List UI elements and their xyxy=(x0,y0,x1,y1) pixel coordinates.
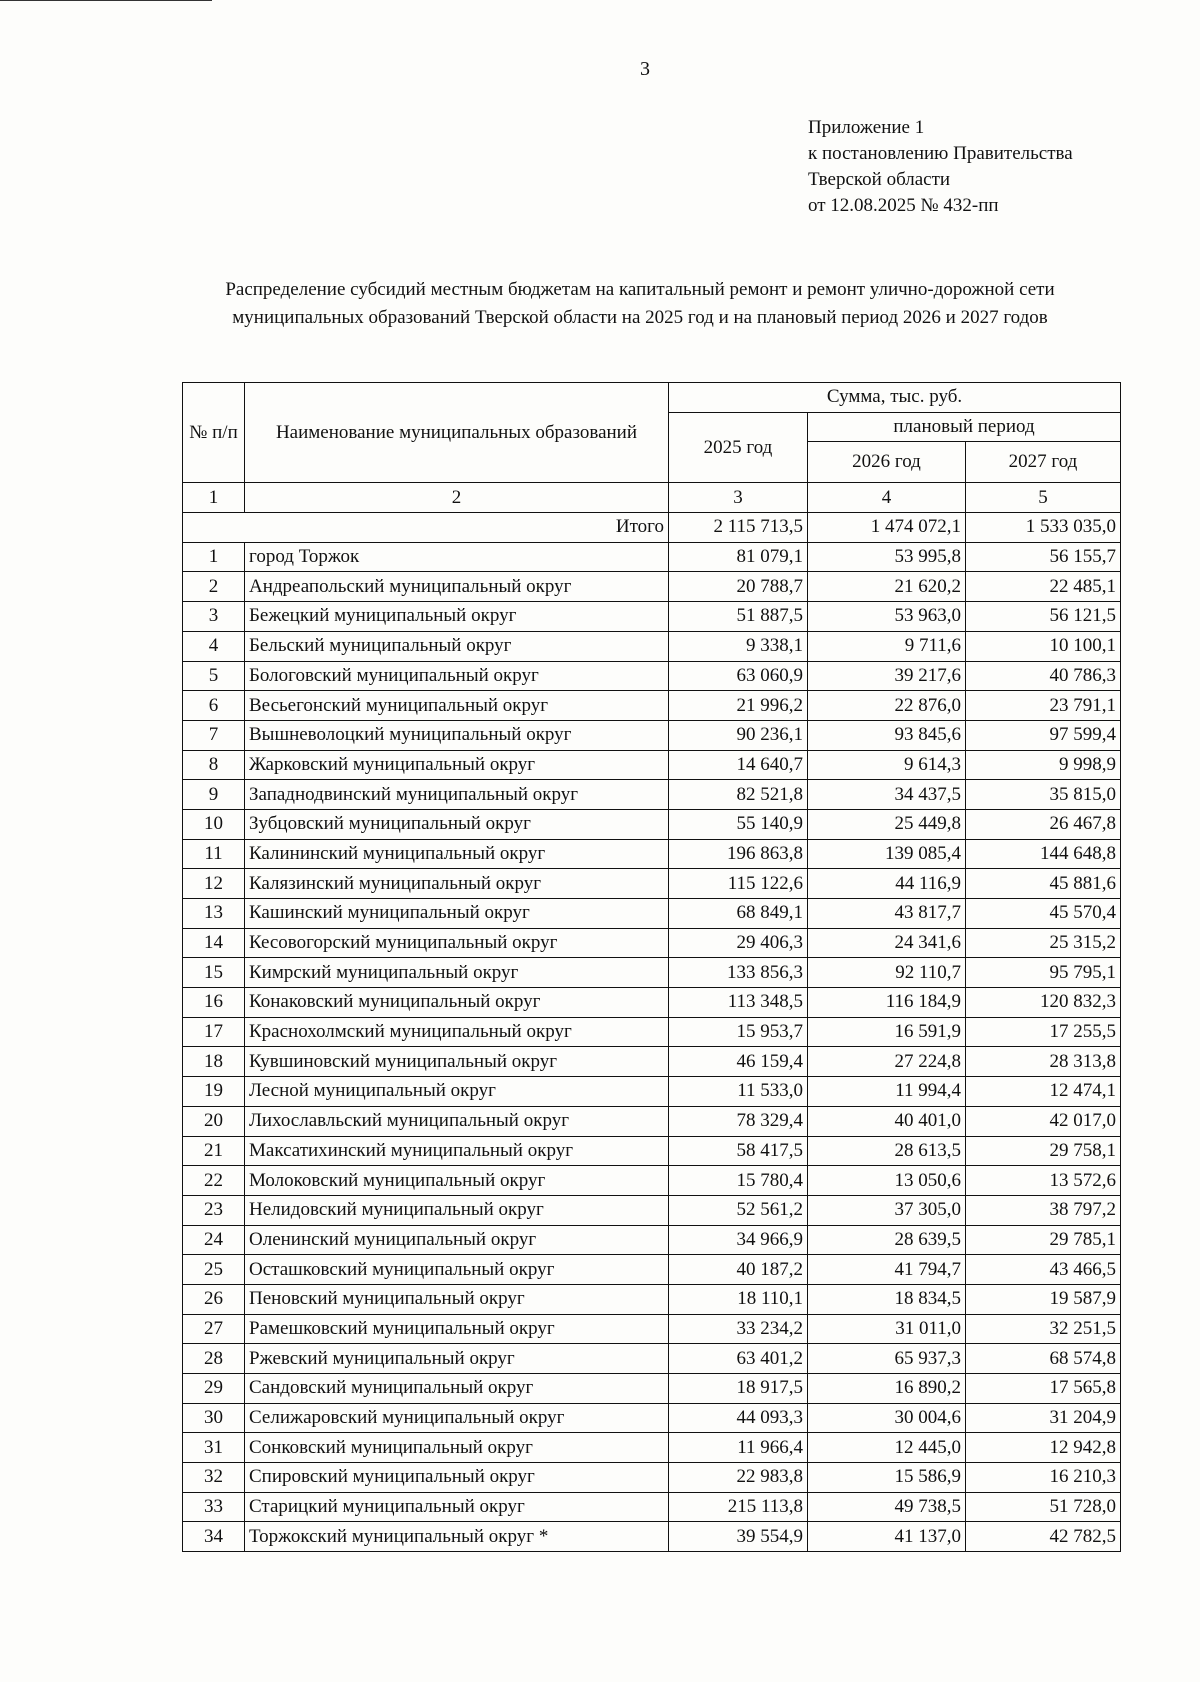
municipality-name: Кесовогорский муниципальный округ xyxy=(245,928,669,958)
municipality-name: Лихославльский муниципальный округ xyxy=(245,1106,669,1136)
annex-line: от 12.08.2025 № 432-пп xyxy=(808,195,999,216)
page-number: 3 xyxy=(640,58,650,80)
total-2027: 1 533 035,0 xyxy=(966,513,1121,543)
value-2026: 39 217,6 xyxy=(808,661,966,691)
municipality-name: Сонковский муниципальный округ xyxy=(245,1433,669,1463)
table-row xyxy=(183,780,1121,810)
header-num xyxy=(183,383,245,483)
row-number: 12 xyxy=(183,869,245,899)
municipality-name: Зубцовский муниципальный округ xyxy=(245,809,669,839)
value-2027: 17 255,5 xyxy=(966,1017,1121,1047)
value-2025: 82 521,8 xyxy=(669,780,808,810)
value-2026: 22 876,0 xyxy=(808,691,966,721)
row-number: 24 xyxy=(183,1225,245,1255)
value-2026: 30 004,6 xyxy=(808,1403,966,1433)
table-row xyxy=(183,839,1121,869)
subsidy-table xyxy=(182,382,1121,1552)
value-2026: 92 110,7 xyxy=(808,958,966,988)
total-2025: 2 115 713,5 xyxy=(669,513,808,543)
value-2026: 31 011,0 xyxy=(808,1314,966,1344)
value-2026: 116 184,9 xyxy=(808,988,966,1018)
row-number: 21 xyxy=(183,1136,245,1166)
row-number: 8 xyxy=(183,750,245,780)
table-row xyxy=(183,691,1121,721)
row-number: 31 xyxy=(183,1433,245,1463)
value-2025: 34 966,9 xyxy=(669,1225,808,1255)
municipality-name: Рамешковский муниципальный округ xyxy=(245,1314,669,1344)
municipality-name: Селижаровский муниципальный округ xyxy=(245,1403,669,1433)
row-number: 25 xyxy=(183,1255,245,1285)
value-2025: 20 788,7 xyxy=(669,572,808,602)
value-2025: 52 561,2 xyxy=(669,1195,808,1225)
value-2026: 43 817,7 xyxy=(808,899,966,929)
value-2026: 93 845,6 xyxy=(808,720,966,750)
municipality-name: Сандовский муниципальный округ xyxy=(245,1374,669,1404)
value-2027: 13 572,6 xyxy=(966,1166,1121,1196)
table-row xyxy=(183,1403,1121,1433)
row-number: 28 xyxy=(183,1344,245,1374)
annex-block xyxy=(808,115,1073,219)
value-2025: 11 533,0 xyxy=(669,1077,808,1107)
value-2027: 12 474,1 xyxy=(966,1077,1121,1107)
value-2026: 27 224,8 xyxy=(808,1047,966,1077)
value-2025: 215 113,8 xyxy=(669,1492,808,1522)
table-row xyxy=(183,1136,1121,1166)
row-number: 2 xyxy=(183,572,245,602)
value-2027: 97 599,4 xyxy=(966,720,1121,750)
row-number: 3 xyxy=(183,602,245,632)
value-2025: 15 780,4 xyxy=(669,1166,808,1196)
row-number: 1 xyxy=(183,542,245,572)
annex-line: Тверской области xyxy=(808,169,951,190)
value-2027: 42 017,0 xyxy=(966,1106,1121,1136)
value-2025: 55 140,9 xyxy=(669,809,808,839)
row-number: 26 xyxy=(183,1284,245,1314)
total-row xyxy=(183,513,1121,543)
value-2027: 32 251,5 xyxy=(966,1314,1121,1344)
value-2027: 144 648,8 xyxy=(966,839,1121,869)
value-2027: 45 881,6 xyxy=(966,869,1121,899)
col-number: 2 xyxy=(245,483,669,513)
row-number: 23 xyxy=(183,1195,245,1225)
value-2026: 28 639,5 xyxy=(808,1225,966,1255)
table-row xyxy=(183,1314,1121,1344)
municipality-name: Ржевский муниципальный округ xyxy=(245,1344,669,1374)
value-2025: 113 348,5 xyxy=(669,988,808,1018)
total-label: Итого xyxy=(183,513,669,543)
row-number: 32 xyxy=(183,1463,245,1493)
table-row xyxy=(183,1344,1121,1374)
value-2025: 18 110,1 xyxy=(669,1284,808,1314)
value-2027: 35 815,0 xyxy=(966,780,1121,810)
table-row xyxy=(183,1166,1121,1196)
municipality-name: Калязинский муниципальный округ xyxy=(245,869,669,899)
row-number: 14 xyxy=(183,928,245,958)
value-2025: 58 417,5 xyxy=(669,1136,808,1166)
row-number: 30 xyxy=(183,1403,245,1433)
value-2025: 51 887,5 xyxy=(669,602,808,632)
value-2027: 56 121,5 xyxy=(966,602,1121,632)
table-row xyxy=(183,661,1121,691)
value-2027: 95 795,1 xyxy=(966,958,1121,988)
value-2027: 12 942,8 xyxy=(966,1433,1121,1463)
table-row xyxy=(183,602,1121,632)
top-border-line xyxy=(0,0,212,1)
value-2026: 16 591,9 xyxy=(808,1017,966,1047)
title-line: муниципальных образований Тверской области на 2025 год и на плановый период 2026 и 2027 годов xyxy=(232,307,1048,328)
table-header xyxy=(183,383,1121,513)
table-row xyxy=(183,1463,1121,1493)
value-2027: 43 466,5 xyxy=(966,1255,1121,1285)
value-2025: 39 554,9 xyxy=(669,1522,808,1552)
value-2025: 133 856,3 xyxy=(669,958,808,988)
value-2026: 37 305,0 xyxy=(808,1195,966,1225)
municipality-name: Нелидовский муниципальный округ xyxy=(245,1195,669,1225)
municipality-name: Оленинский муниципальный округ xyxy=(245,1225,669,1255)
value-2026: 21 620,2 xyxy=(808,572,966,602)
table-row xyxy=(183,809,1121,839)
value-2027: 22 485,1 xyxy=(966,572,1121,602)
header-2025: 2025 год xyxy=(669,412,808,483)
municipality-name: Кашинский муниципальный округ xyxy=(245,899,669,929)
row-number: 9 xyxy=(183,780,245,810)
row-number: 4 xyxy=(183,631,245,661)
header-2027: 2027 год xyxy=(966,442,1121,483)
value-2027: 23 791,1 xyxy=(966,691,1121,721)
value-2027: 56 155,7 xyxy=(966,542,1121,572)
row-number: 34 xyxy=(183,1522,245,1552)
value-2026: 53 995,8 xyxy=(808,542,966,572)
table-row xyxy=(183,1195,1121,1225)
municipality-name: Торжокский муниципальный округ * xyxy=(245,1522,669,1552)
header-num-text: № п/п xyxy=(189,421,238,443)
municipality-name: Спировский муниципальный округ xyxy=(245,1463,669,1493)
row-number: 20 xyxy=(183,1106,245,1136)
municipality-name: Старицкий муниципальный округ xyxy=(245,1492,669,1522)
table-row xyxy=(183,1047,1121,1077)
col-number: 5 xyxy=(966,483,1121,513)
value-2026: 41 137,0 xyxy=(808,1522,966,1552)
value-2026: 13 050,6 xyxy=(808,1166,966,1196)
row-number: 6 xyxy=(183,691,245,721)
value-2025: 196 863,8 xyxy=(669,839,808,869)
value-2025: 18 917,5 xyxy=(669,1374,808,1404)
municipality-name: Краснохолмский муниципальный округ xyxy=(245,1017,669,1047)
value-2025: 9 338,1 xyxy=(669,631,808,661)
value-2027: 29 758,1 xyxy=(966,1136,1121,1166)
row-number: 7 xyxy=(183,720,245,750)
row-number: 10 xyxy=(183,809,245,839)
value-2027: 9 998,9 xyxy=(966,750,1121,780)
value-2027: 16 210,3 xyxy=(966,1463,1121,1493)
value-2027: 40 786,3 xyxy=(966,661,1121,691)
value-2027: 26 467,8 xyxy=(966,809,1121,839)
value-2025: 22 983,8 xyxy=(669,1463,808,1493)
table-row xyxy=(183,1433,1121,1463)
municipality-name: Лесной муниципальный округ xyxy=(245,1077,669,1107)
value-2027: 10 100,1 xyxy=(966,631,1121,661)
row-number: 15 xyxy=(183,958,245,988)
value-2026: 9 614,3 xyxy=(808,750,966,780)
municipality-name: Бологовский муниципальный округ xyxy=(245,661,669,691)
table-row xyxy=(183,631,1121,661)
municipality-name: Западнодвинский муниципальный округ xyxy=(245,780,669,810)
value-2026: 65 937,3 xyxy=(808,1344,966,1374)
value-2026: 12 445,0 xyxy=(808,1433,966,1463)
municipality-name: Вышневолоцкий муниципальный округ xyxy=(245,720,669,750)
row-number: 33 xyxy=(183,1492,245,1522)
value-2027: 29 785,1 xyxy=(966,1225,1121,1255)
value-2027: 120 832,3 xyxy=(966,988,1121,1018)
value-2026: 40 401,0 xyxy=(808,1106,966,1136)
value-2026: 24 341,6 xyxy=(808,928,966,958)
municipality-name: Осташковский муниципальный округ xyxy=(245,1255,669,1285)
table-row xyxy=(183,572,1121,602)
municipality-name: Андреапольский муниципальный округ xyxy=(245,572,669,602)
value-2026: 15 586,9 xyxy=(808,1463,966,1493)
table-row xyxy=(183,1106,1121,1136)
value-2025: 11 966,4 xyxy=(669,1433,808,1463)
header-2026: 2026 год xyxy=(808,442,966,483)
value-2026: 9 711,6 xyxy=(808,631,966,661)
row-number: 19 xyxy=(183,1077,245,1107)
value-2027: 45 570,4 xyxy=(966,899,1121,929)
municipality-name: Молоковский муниципальный округ xyxy=(245,1166,669,1196)
value-2025: 81 079,1 xyxy=(669,542,808,572)
value-2025: 115 122,6 xyxy=(669,869,808,899)
value-2027: 19 587,9 xyxy=(966,1284,1121,1314)
header-sum: Сумма, тыс. руб. xyxy=(669,383,1121,413)
table-row xyxy=(183,869,1121,899)
value-2025: 63 060,9 xyxy=(669,661,808,691)
table-row xyxy=(183,928,1121,958)
row-number: 29 xyxy=(183,1374,245,1404)
municipality-name: Кувшиновский муниципальный округ xyxy=(245,1047,669,1077)
value-2026: 11 994,4 xyxy=(808,1077,966,1107)
table-row xyxy=(183,750,1121,780)
value-2026: 25 449,8 xyxy=(808,809,966,839)
row-number: 27 xyxy=(183,1314,245,1344)
value-2026: 49 738,5 xyxy=(808,1492,966,1522)
annex-line: к постановлению Правительства xyxy=(808,143,1073,164)
value-2027: 42 782,5 xyxy=(966,1522,1121,1552)
municipality-name: Пеновский муниципальный округ xyxy=(245,1284,669,1314)
municipality-name: Весьегонский муниципальный округ xyxy=(245,691,669,721)
table-row xyxy=(183,988,1121,1018)
value-2026: 28 613,5 xyxy=(808,1136,966,1166)
annex-line: Приложение 1 xyxy=(808,117,925,138)
table-row xyxy=(183,542,1121,572)
table-row xyxy=(183,1225,1121,1255)
header-planned: плановый период xyxy=(808,412,1121,442)
municipality-name: Жарковский муниципальный округ xyxy=(245,750,669,780)
value-2026: 18 834,5 xyxy=(808,1284,966,1314)
value-2025: 14 640,7 xyxy=(669,750,808,780)
value-2025: 40 187,2 xyxy=(669,1255,808,1285)
row-number: 17 xyxy=(183,1017,245,1047)
row-number: 22 xyxy=(183,1166,245,1196)
total-2026: 1 474 072,1 xyxy=(808,513,966,543)
table-row xyxy=(183,1522,1121,1552)
value-2027: 51 728,0 xyxy=(966,1492,1121,1522)
col-number: 3 xyxy=(669,483,808,513)
value-2025: 21 996,2 xyxy=(669,691,808,721)
col-number: 4 xyxy=(808,483,966,513)
municipality-name: Кимрский муниципальный округ xyxy=(245,958,669,988)
value-2027: 31 204,9 xyxy=(966,1403,1121,1433)
table-body xyxy=(183,513,1121,1552)
document-title xyxy=(150,276,1130,332)
value-2027: 17 565,8 xyxy=(966,1374,1121,1404)
value-2026: 16 890,2 xyxy=(808,1374,966,1404)
row-number: 11 xyxy=(183,839,245,869)
header-name: Наименование муниципальных образований xyxy=(245,383,669,483)
value-2025: 90 236,1 xyxy=(669,720,808,750)
value-2025: 68 849,1 xyxy=(669,899,808,929)
value-2026: 53 963,0 xyxy=(808,602,966,632)
municipality-name: Максатихинский муниципальный округ xyxy=(245,1136,669,1166)
table-row xyxy=(183,1492,1121,1522)
row-number: 16 xyxy=(183,988,245,1018)
value-2025: 29 406,3 xyxy=(669,928,808,958)
table-row xyxy=(183,1077,1121,1107)
municipality-name: город Торжок xyxy=(245,542,669,572)
value-2025: 33 234,2 xyxy=(669,1314,808,1344)
table-row xyxy=(183,958,1121,988)
municipality-name: Калининский муниципальный округ xyxy=(245,839,669,869)
municipality-name: Конаковский муниципальный округ xyxy=(245,988,669,1018)
title-line: Распределение субсидий местным бюджетам на капитальный ремонт и ремонт улично-дорожной сети xyxy=(225,279,1055,300)
table-row xyxy=(183,1374,1121,1404)
value-2026: 41 794,7 xyxy=(808,1255,966,1285)
col-number: 1 xyxy=(183,483,245,513)
value-2027: 25 315,2 xyxy=(966,928,1121,958)
value-2025: 44 093,3 xyxy=(669,1403,808,1433)
table-row xyxy=(183,1017,1121,1047)
value-2025: 46 159,4 xyxy=(669,1047,808,1077)
table-row xyxy=(183,1255,1121,1285)
value-2027: 38 797,2 xyxy=(966,1195,1121,1225)
value-2026: 34 437,5 xyxy=(808,780,966,810)
table-row xyxy=(183,1284,1121,1314)
row-number: 18 xyxy=(183,1047,245,1077)
value-2026: 44 116,9 xyxy=(808,869,966,899)
municipality-name: Бежецкий муниципальный округ xyxy=(245,602,669,632)
municipality-name: Бельский муниципальный округ xyxy=(245,631,669,661)
value-2025: 63 401,2 xyxy=(669,1344,808,1374)
value-2027: 28 313,8 xyxy=(966,1047,1121,1077)
row-number: 5 xyxy=(183,661,245,691)
row-number: 13 xyxy=(183,899,245,929)
value-2025: 78 329,4 xyxy=(669,1106,808,1136)
table-row xyxy=(183,899,1121,929)
value-2026: 139 085,4 xyxy=(808,839,966,869)
value-2027: 68 574,8 xyxy=(966,1344,1121,1374)
value-2025: 15 953,7 xyxy=(669,1017,808,1047)
table-row xyxy=(183,720,1121,750)
